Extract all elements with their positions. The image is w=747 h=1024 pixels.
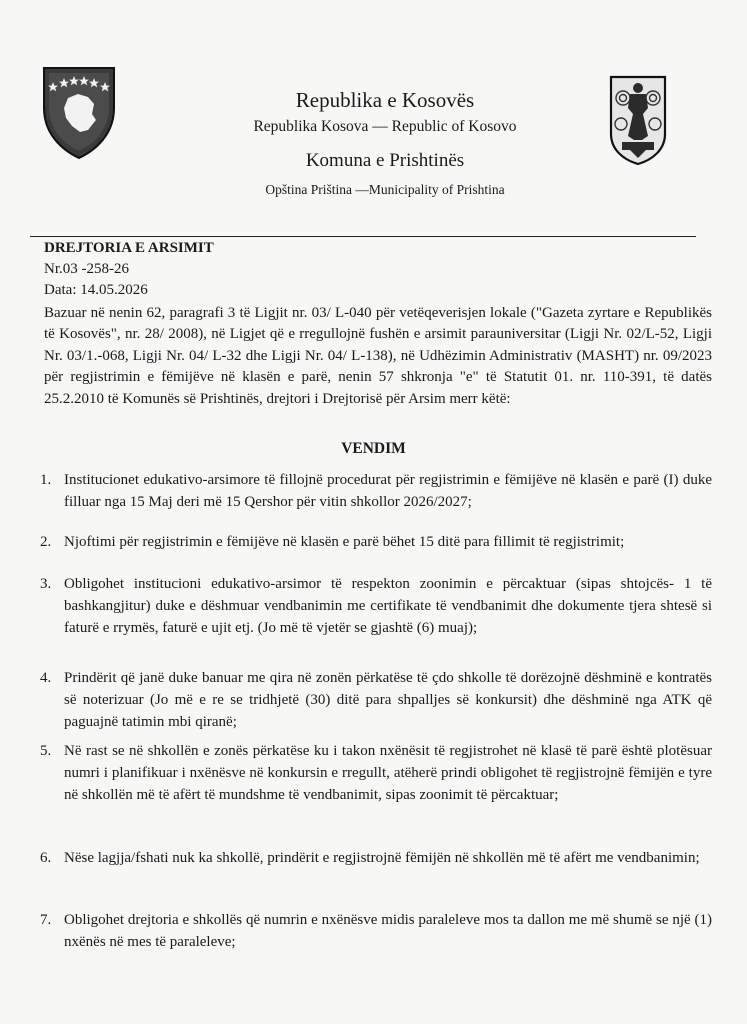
decision-item-2 (40, 532, 712, 554)
item-number: 7. (40, 912, 52, 928)
item-text: Institucionet edukativo-arsimore të fillojnë procedurat për regjistrimin e fëmijëve në klasën e parë (I) duke filluar nga 15 Maj deri më 15 Qershor për vitin shkollor 2026/2027; (64, 472, 712, 510)
decision-item-4 (40, 668, 712, 733)
item-number: 2. (40, 534, 52, 550)
item-number: 1. (40, 472, 52, 488)
decision-title: VENDIM (341, 440, 406, 457)
item-text: Njoftimi për regjistrimin e fëmijëve në klasën e parë bëhet 15 ditë para fillimit të regjistrimit; (64, 534, 625, 550)
country-subtitle: Republika Kosova — Republic of Kosovo (253, 118, 517, 135)
document-number: Nr.03 -258-26 (44, 261, 129, 277)
item-text: Në rast se në shkollën e zonës përkatëse ku i takon nxënësit të regjistrohet në klasë të parë është plotësuar numri i planifikuar i nxënësve në konkursin e rregullt, atëherë prindi obligohet të regjistrojnë fëmijën e tyre në shkollën më të afërt të mundshme të vendbanimit, sipas zoonimit të përcaktuar; (64, 743, 712, 803)
decision-item-3 (40, 574, 712, 639)
item-text: Obligohet institucioni edukativo-arsimor të respekton zoonimin e përcaktuar (sipas shtojcës- 1 të bashkangjitur) duke e dëshmuar vendbanimin me certifikate të vendbanimit dhe dokumente tjera shtesë si faturë e rrymës, faturë e ujit etj. (Jo më të vjetër se gjashtë (6) muaj); (64, 576, 712, 636)
decision-item-7 (40, 910, 712, 954)
intro-paragraph: Bazuar në nenin 62, paragrafi 3 të Ligjit nr. 03/ L-040 për vetëqeverisjen lokale ("Gazeta zyrtare e Republikës të Kosovës", nr. 28/ 2008), në Ligjet që e rregullojnë fushën e arsimit parauniversitar (Ligji Nr. 02/L-52, Ligji Nr. 03/1.-068, Ligji Nr. 04/ L-32 dhe Ligji Nr. 04/ L-138), në Udhëzimin Administrativ (MASHT) nr. 09/2023 për regjistrimin e fëmijëve në klasën e parë, nenin 57 shkronja "e" të Statutit 01. nr. 110-391, të datës 25.2.2010 të Komunës së Prishtinës, drejtori i Drejtorisë për Arsim merr këtë: (44, 305, 712, 407)
item-number: 6. (40, 850, 52, 866)
item-number: 3. (40, 576, 52, 592)
item-text: Prindërit që janë duke banuar me qira në zonën përkatëse të çdo shkolle të dorëzojnë dëshminë e kontratës së noterizuar (Jo më e re se tridhjetë (30) ditë para shpalljes së konkursit) dhe dëshminë nga ATK që paguajnë tatimin mbi qiranë; (64, 670, 712, 730)
item-text: Obligohet drejtoria e shkollës që numrin e nxënësve midis paraleleve mos ta dallon me më shumë se një (1) nxënës në mes të paraleleve; (64, 912, 712, 950)
item-number: 4. (40, 670, 52, 686)
item-text: Nëse lagjja/fshati nuk ka shkollë, prindërit e regjistrojnë fëmijën në shkollën më të afërt me vendbanimin; (64, 850, 700, 866)
department-name: DREJTORIA E ARSIMIT (44, 240, 214, 256)
item-number: 5. (40, 743, 52, 759)
municipality-subtitle: Opština Priština —Municipality of Prishtina (265, 182, 505, 197)
decision-item-6 (40, 848, 712, 870)
country-title: Republika e Kosovës (295, 88, 475, 112)
municipality-title: Komuna e Prishtinës (305, 150, 465, 171)
decision-item-1 (40, 470, 712, 514)
kosovo-coat-of-arms-icon (38, 64, 120, 160)
decision-item-5 (40, 741, 712, 806)
document-date: Data: 14.05.2026 (44, 282, 148, 298)
header-divider (30, 236, 696, 237)
